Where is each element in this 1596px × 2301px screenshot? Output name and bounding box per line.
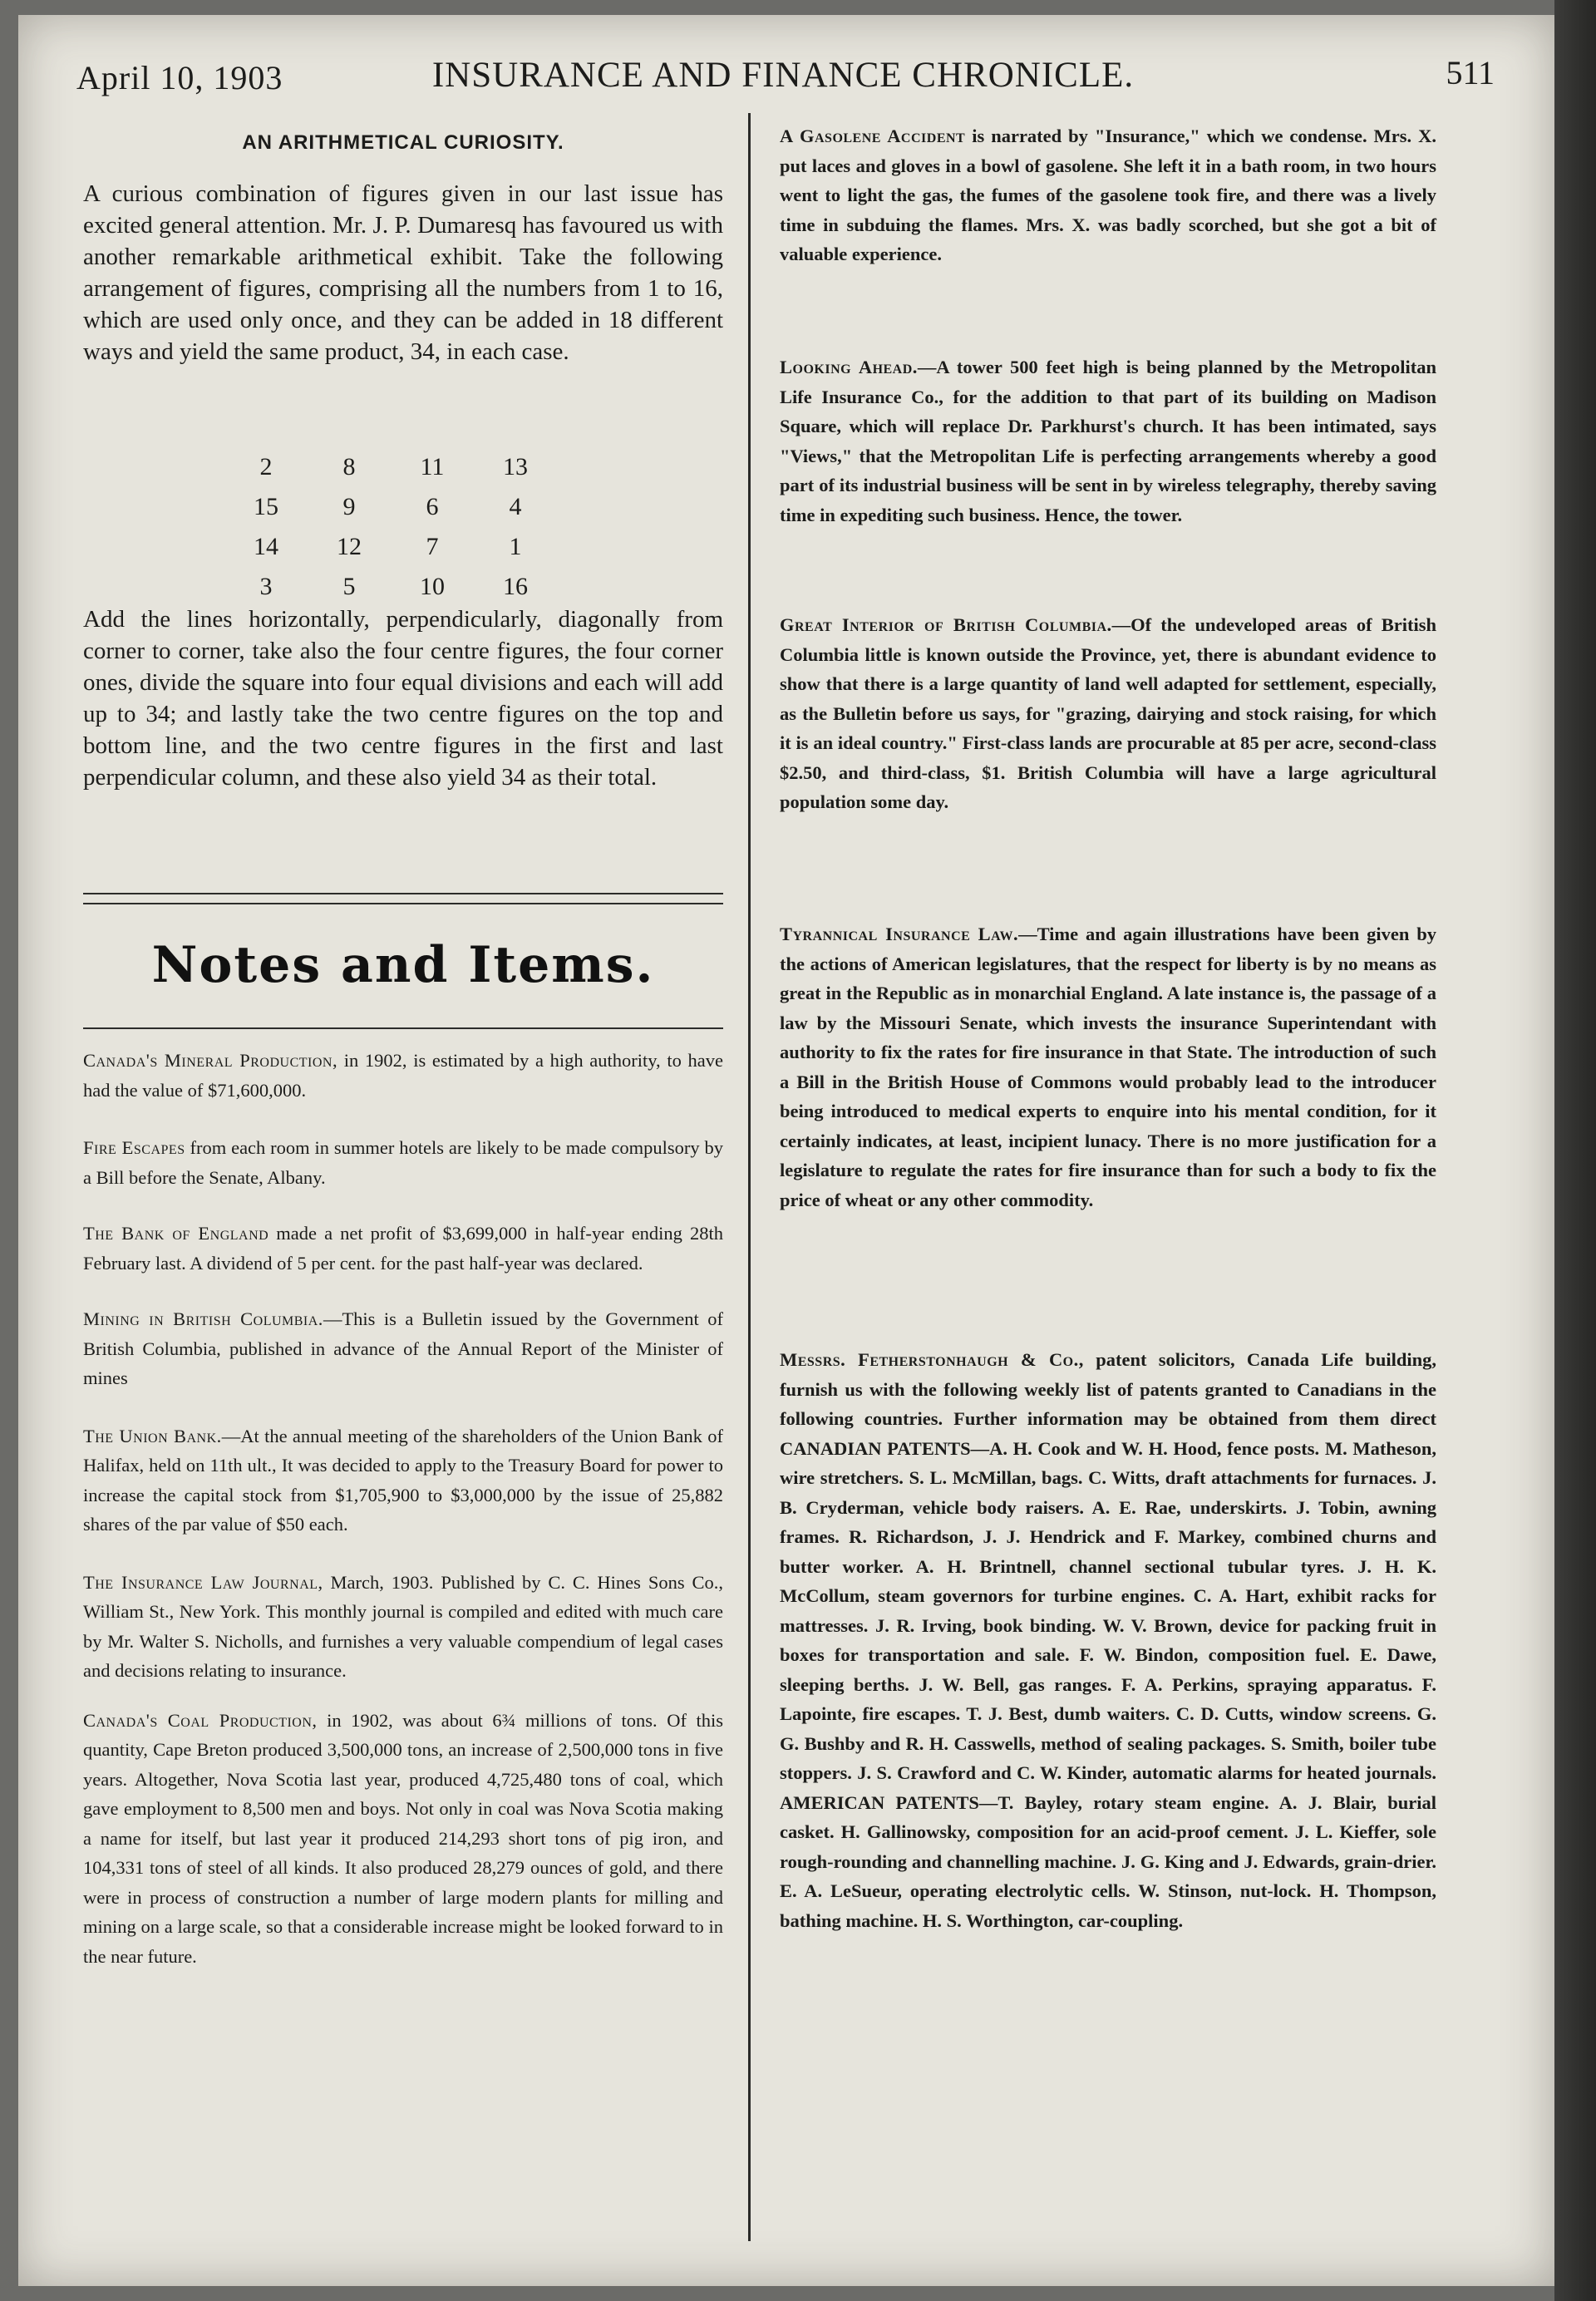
magic-square <box>224 447 590 607</box>
magic-square-row <box>224 487 590 527</box>
magic-square-row <box>224 567 590 607</box>
magic-square-cell: 5 <box>342 573 356 600</box>
news-item <box>83 1568 723 1686</box>
item-text: —A tower 500 feet high is being planned by the Metropolitan Life Insurance Co., for the addition to that part of its building on Madison Square, which will replace Dr. Parkhurst's church. It has been intimated, says "Views," that the Metropolitan Life is perfecting arrangements whereby a good part of its industrial business will be sent in by wireless telegraphy, thereby saving time in expediting such business. Hence, the tower. <box>780 357 1436 525</box>
magic-square-cell: 16 <box>503 573 528 600</box>
news-item <box>83 1219 723 1278</box>
magic-square-row <box>224 527 590 567</box>
page-edge-shadow <box>1554 0 1596 2301</box>
item-text: is narrated by "Insurance," which we condense. Mrs. X. put laces and gloves in a bowl of gasolene. She left it in a bath room, in two hours went to light the gas, the fumes of the gasolene took fire, and there was a lively time in subduing the flames. Mrs. X. was badly scorched, but she got a bit of valuable experience. <box>780 126 1436 264</box>
news-item <box>780 1345 1436 1935</box>
item-text: —This is a Bulletin issued by the Government of British Columbia, published in advance of the Annual Report of the Minister of mines <box>83 1308 723 1388</box>
magic-square-cell: 4 <box>509 493 522 520</box>
curiosity-paragraph-2: Add the lines horizontally, perpendicularly, diagonally from corner to corner, take also the four centre figures, the four corner ones, divide the square into four equal divisions and each will add up to 34; and lastly take the two centre figures on the top and bottom line, and the two centre figures in the first and last perpendicular column, and these also yield 34 as their total. <box>83 606 723 791</box>
item-lead: Mining in British Columbia. <box>83 1308 323 1329</box>
item-lead: Messrs. Fetherstonhaugh & Co., <box>780 1349 1084 1370</box>
magic-square-cell: 8 <box>342 453 356 480</box>
item-lead: The Bank of England <box>83 1223 269 1244</box>
item-text: in 1902, is estimated by a high authority, to have had the value of $71,600,000. <box>83 1050 723 1101</box>
magic-square-cell: 2 <box>259 453 273 480</box>
item-lead: Looking Ahead. <box>780 357 918 377</box>
publication-title: INSURANCE AND FINANCE CHRONICLE. <box>431 56 1135 95</box>
curiosity-heading: AN ARITHMETICAL CURIOSITY. <box>242 131 564 154</box>
news-item <box>83 1046 723 1105</box>
item-lead: Great Interior of British Columbia. <box>780 614 1112 635</box>
magic-square-cell: 13 <box>503 453 528 480</box>
magic-square-cell: 6 <box>426 493 439 520</box>
curiosity-paragraph-1: A curious combination of figures given in our last issue has excited general attention. Mr. J. P. Dumaresq has favoured us with another remarkable arithmetical exhibit. Take the following arrangement of figures, comprising all the numbers from 1 to 16, which are used only once, and they can be added in 18 different ways and yield the same product, 34, in each case. <box>83 180 723 365</box>
item-text: —Of the undeveloped areas of British Columbia little is known outside the Province, yet, there is abundant evidence to show that there is a large quantity of land well adapted for settlement, especially, as the Bulletin before us says, for "grazing, dairying and stock raising, for which it is an ideal country." First-class lands are procurable at 85 per acre, second-class $2.50, and third-class, $1. British Columbia will have a large agricultural population some day. <box>780 614 1436 812</box>
notes-heading: Notes and Items. <box>151 936 655 994</box>
news-item <box>780 352 1436 530</box>
magic-square-cell: 14 <box>254 533 278 560</box>
item-text: made a net profit of $3,699,000 in half-year ending 28th February last. A dividend of 5 per cent. for the past half-year was declared. <box>83 1223 723 1274</box>
page-number: 511 <box>1446 54 1495 91</box>
news-item <box>780 121 1436 269</box>
item-text: March, 1903. Published by C. C. Hines Sons Co., William St., New York. This monthly journal is compiled and edited with much care by Mr. Walter S. Nicholls, and furnishes a very valuable compendium of legal cases and decisions relating to insurance. <box>83 1571 723 1681</box>
news-item <box>83 1133 723 1192</box>
magic-square-cell: 3 <box>259 573 273 600</box>
magic-square-cell: 7 <box>426 533 439 560</box>
item-lead: The Insurance Law Journal, <box>83 1571 323 1593</box>
item-lead: Canada's Coal Production, <box>83 1709 318 1731</box>
column-divider <box>748 113 751 2241</box>
magic-square-cell: 1 <box>509 533 522 560</box>
news-item <box>83 1304 723 1393</box>
magic-square-cell: 15 <box>254 493 278 520</box>
issue-date: April 10, 1903 <box>76 59 283 96</box>
magic-square-cell: 10 <box>420 573 445 600</box>
magic-square-cell: 11 <box>420 453 445 480</box>
left-news-items <box>83 1046 723 1971</box>
item-lead: The Union Bank. <box>83 1425 222 1446</box>
item-text: from each room in summer hotels are likely to be made compulsory by a Bill before the Senate, Albany. <box>83 1137 723 1188</box>
page-header <box>60 42 1506 100</box>
item-text: —At the annual meeting of the shareholders of the Union Bank of Halifax, held on 11th ult., It was decided to apply to the Treasury Board for power to increase the capital stock from $1,705,900 to $3,000,000 by the issue of 25,882 shares of the par value of $50 each. <box>83 1425 723 1535</box>
item-text: patent solicitors, Canada Life building, furnish us with the following weekly list of patents granted to Canadians in the following countries. Further information may be obtained from them direct CANADIAN PATENTS—A. H. Cook and W. H. Hood, fence posts. M. Matheson, wire stretchers. S. L. McMillan, bags. C. Witts, draft attachments for furnaces. J. B. Cryderman, vehicle body raisers. A. E. Rae, underskirts. J. Tobin, awning frames. R. Richardson, J. J. Hendrick and F. Markey, combined churns and butter worker. A. H. Brintnell, channel sectional tubular tyres. J. H. K. McCollum, steam governors for turbine engines. C. A. Hart, exhibit racks for mattresses. J. R. Irving, book binding. W. V. Brown, device for packing fruit in boxes for transportation and sale. F. W. Bindon, composition fuel. E. Dawe, sleeping berths. J. W. Bell, gas ranges. F. A. Perkins, spraying apparatus. F. Lapointe, fire escapes. T. J. Best, dumb waiters. C. D. Cutts, window screens. G. G. Bushby and R. H. Casswells, method of sealing packages. S. Smith, boiler tube stoppers. J. S. Crawford and C. W. Kinder, automatic alarms for heated journals. AMERICAN PATENTS—T. Bayley, rotary steam engine. A. J. Blair, burial casket. H. Gallinowsky, composition for an acid-proof cement. J. L. Kieffer, sole rough-rounding and channelling machine. J. G. King and J. Edwards, grain-drier. E. A. LeSueur, operating electrolytic cells. W. Stinson, nut-lock. H. Thompson, bathing machine. H. S. Worthington, car-coupling. <box>780 1349 1436 1931</box>
magic-square-cell: 9 <box>342 493 356 520</box>
item-lead: Fire Escapes <box>83 1137 185 1158</box>
magic-square-cell: 12 <box>337 533 362 560</box>
section-divider <box>83 893 723 904</box>
item-text: in 1902, was about 6¾ millions of tons. Of this quantity, Cape Breton produced 3,500,000 tons, an increase of 2,500,000 tons in five years. Altogether, Nova Scotia last year, produced 4,725,480 tons of coal, which gave employment to 8,500 men and boys. Not only in coal was Nova Scotia making a name for itself, but last year it produced 214,293 short tons of pig iron, and 104,331 tons of steel of all kinds. It also produced 28,279 ounces of gold, and there were in process of construction a number of large modern plants for milling and mining on a large scale, so that a considerable increase might be looked forward to in the near future. <box>83 1709 723 1967</box>
magic-square-row <box>224 447 590 487</box>
item-text: —Time and again illustrations have been given by the actions of American legislatures, that the respect for liberty is by no means as great in the Republic as in monarchial England. A late instance is, the passage of a law by the Missouri Senate, which invests the insurance Superintendant with authority to fix the rates for fire insurance in that State. The introduction of such a Bill in the British House of Commons would probably lead to the introducer being introduced to medical experts to enquire into his mental condition, for it certainly indicates, at least, incipient lunacy. There is no more justification for a legislature to regulate the rates for fire insurance than for such a body to fix the price of wheat or any other commodity. <box>780 924 1436 1210</box>
item-lead: Tyrannical Insurance Law. <box>780 924 1019 944</box>
newspaper-page <box>18 15 1554 2286</box>
item-lead: Canada's Mineral Production, <box>83 1050 338 1071</box>
news-item <box>780 919 1436 1215</box>
heading-underline <box>83 1027 723 1029</box>
news-item <box>780 610 1436 817</box>
item-lead: A Gasolene Accident <box>780 126 966 146</box>
news-item <box>83 1706 723 1972</box>
news-item <box>83 1421 723 1540</box>
